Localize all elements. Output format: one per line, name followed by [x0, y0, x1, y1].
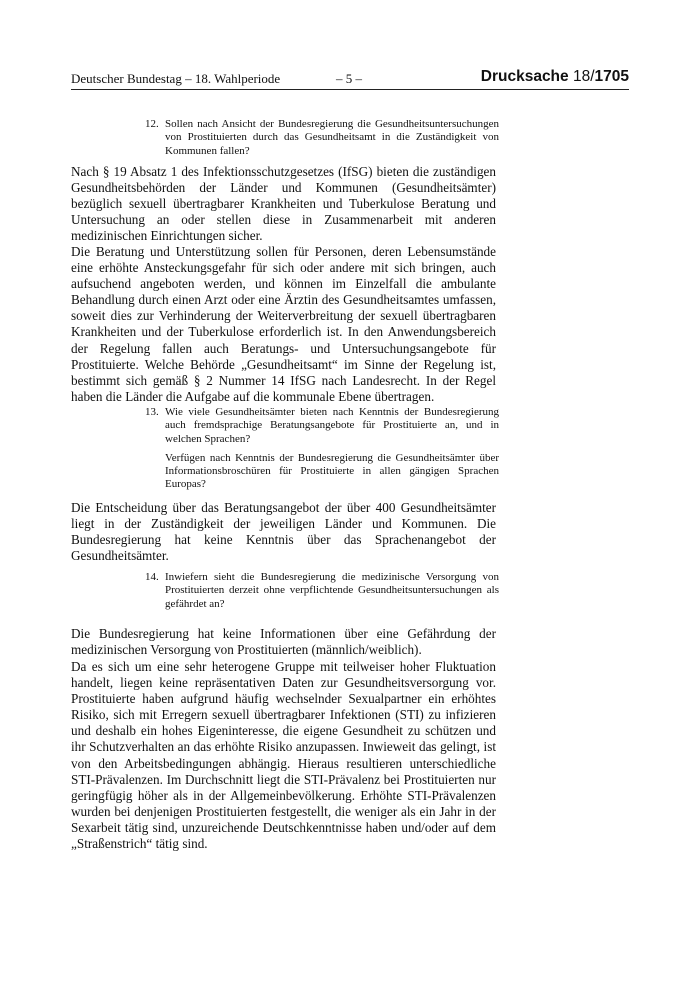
question-number: 12.	[145, 118, 159, 130]
header-doc-prefix: 18/	[568, 68, 595, 85]
header-doc-label: Drucksache	[480, 68, 569, 85]
header-page-number: – 5 –	[336, 71, 362, 86]
page-header	[71, 68, 629, 88]
answer-12-paragraph-1: Nach § 19 Absatz 1 des Infektionsschutzgesetzes (IfSG) bieten die zuständigen Gesundheitsbehörden der Länder und Kommunen (Gesundheitsämter) bezüglich sexuell übertragbarer Krankheiten und Tuberkulose Beratung und Untersuchung an oder stellen diese in Zusammenarbeit mit anderen medizinischen Einrichtungen sicher.	[71, 164, 496, 244]
answer-14-paragraph-2: Da es sich um eine sehr heterogene Gruppe mit teilweiser hoher Fluktuation handelt, liegen keine repräsentativen Daten zur Gesundheitsversorgung vor. Prostituierte haben aufgrund häufig wechselnder Sexualpartner ein erhöhtes Risiko, sich mit Erregern sexuell übertragbarer Infektionen (STI) zu infizieren und deshalb ein hohes Eigeninteresse, die eigene Gesundheit zu schützen und ihr Schutzverhalten an das erhöhte Risiko anzupassen. Inwieweit das gelingt, ist von den Arbeitsbedingungen abhängig. Hieraus resultieren unterschiedliche STI-Prävalenzen. Im Durchschnitt liegt die STI-Prävalenz bei Prostituierten nur geringfügig höher als in der Allgemeinbevölkerung. Erhöhte STI-Prävalenzen wurden bei denjenigen Prostituierten festgestellt, die weniger als ein Jahr in der Sexarbeit tätig sind, unzureichende Deutschkenntnisse haben und/oder auf dem „Straßenstrich“ tätig sind.	[71, 659, 496, 852]
header-rule	[71, 89, 629, 90]
header-publication: Deutscher Bundestag – 18. Wahlperiode	[71, 71, 281, 86]
question-number: 13.	[145, 406, 159, 418]
header-document-id	[481, 68, 629, 86]
question-text: Sollen nach Ansicht der Bundesregierung die Gesundheitsuntersuchungen von Prostituierten durch das Gesundheitsamt in die Zuständigkeit von Kommunen fallen?	[165, 118, 499, 157]
header-doc-number: 1705	[594, 68, 629, 85]
question-12	[145, 118, 499, 158]
question-text: Wie viele Gesundheitsämter bieten nach Kenntnis der Bundesregierung auch fremdsprachige Beratungsangebote für Prostituierte an, und in welchen Sprachen?	[165, 406, 499, 445]
answer-12-paragraph-2: Die Beratung und Unterstützung sollen für Personen, deren Lebensumstände eine erhöhte Ansteckungsgefahr für sich oder andere mit sich bringen, auch aufsuchend angeboten werden, und können im Einzelfall die ambulante Behandlung durch einen Arzt oder eine Ärztin des Gesundheitsamtes umfassen, soweit dies zur Verhinderung der Weiterverbreitung der sexuell übertragbaren Krankheiten und der Tuberkulose erforderlich ist. In den Anwendungsbereich der Regelung fallen auch Beratungs- und Untersuchungsangebote für Prostituierte. Welche Behörde „Gesundheitsamt“ im Sinne der Regelung ist, bestimmt sich gemäß § 2 Nummer 14 IfSG nach Landesrecht. In der Regel haben die Länder die Aufgabe auf die kommunale Ebene übertragen.	[71, 244, 496, 404]
question-13	[145, 406, 499, 492]
answer-13-paragraph-1: Die Entscheidung über das Beratungsangebot der über 400 Gesundheitsämter liegt in der Zuständigkeit der jeweiligen Länder und Kommunen. Die Bundesregierung hat keine Kenntnis über das Sprachenangebot der Gesundheitsämter.	[71, 500, 496, 564]
question-14	[145, 571, 499, 611]
question-text-followup: Verfügen nach Kenntnis der Bundesregierung die Gesundheitsämter über Informationsbroschüren für Prostituierte in allen gängigen Sprachen Europas?	[165, 451, 499, 491]
question-number: 14.	[145, 571, 159, 583]
answer-14-paragraph-1: Die Bundesregierung hat keine Informationen über eine Gefährdung der medizinischen Versorgung von Prostituierten (männlich/weiblich).	[71, 626, 496, 658]
question-text: Inwiefern sieht die Bundesregierung die medizinische Versorgung von Prostituierten derzeit ohne verpflichtende Gesundheitsuntersuchungen als gefährdet an?	[165, 571, 499, 610]
